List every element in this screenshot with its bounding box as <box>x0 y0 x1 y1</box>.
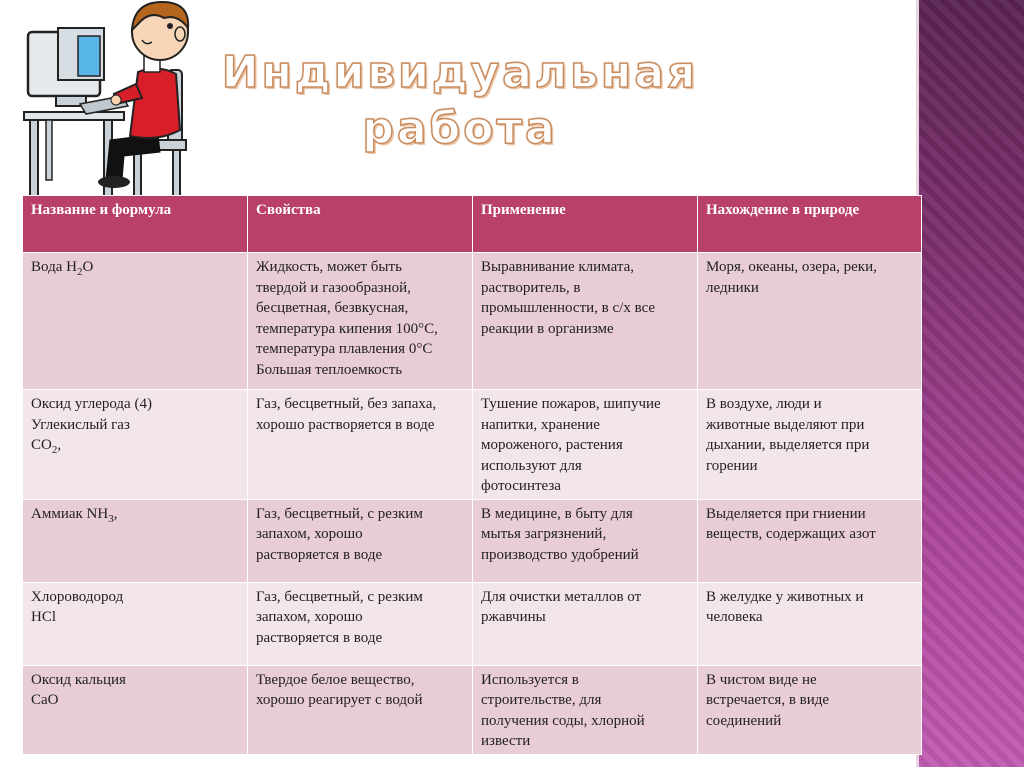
cell-properties: Твердое белое вещество, хорошо реагирует с водой <box>248 665 473 754</box>
slide-title <box>200 45 720 157</box>
cell-properties: Газ, бесцветный, без запаха, хорошо растворяется в воде <box>248 390 473 500</box>
cell-properties: Газ, бесцветный, с резким запахом, хорошо растворяется в воде <box>248 582 473 665</box>
cell-application: Тушение пожаров, шипучие напитки, хранение мороженого, растения используют для фотосинтеза <box>473 390 698 500</box>
substances-table <box>22 195 922 755</box>
cell-name: Аммиак $NH_3$, <box>23 499 248 582</box>
cell-application: Выравнивание климата, растворитель, в промышленности, в с/х все реакции в организме <box>473 253 698 390</box>
cell-properties: Газ, бесцветный, с резким запахом, хорошо растворяется в воде <box>248 499 473 582</box>
table-row-hcl <box>23 582 922 665</box>
cell-nature: Моря, океаны, озера, реки, ледники <box>698 253 922 390</box>
cell-name: Вода $H_2O$ <box>23 253 248 390</box>
table-row-co2 <box>23 390 922 500</box>
table-row-water <box>23 253 922 390</box>
header-properties: Свойства <box>248 196 473 253</box>
table-row-cao <box>23 665 922 754</box>
table-row-ammonia <box>23 499 922 582</box>
slide-title-line2: работа <box>362 103 558 154</box>
header-nature: Нахождение в природе <box>698 196 922 253</box>
header-name-formula: Название и формула <box>23 196 248 253</box>
header-application: Применение <box>473 196 698 253</box>
cell-name: Оксид углерода (4) Углекислый газ $CO_2$, <box>23 390 248 500</box>
cell-nature: Выделяется при гниении веществ, содержащих азот <box>698 499 922 582</box>
cell-nature: В чистом виде не встречается, в виде соединений <box>698 665 922 754</box>
slide-title-line1: Индивидуальная <box>221 47 699 98</box>
cell-application: Используется в строительстве, для получения соды, хлорной извести <box>473 665 698 754</box>
decorative-side-band <box>916 0 1024 767</box>
table-header-row <box>23 196 922 253</box>
cell-name: Хлороводород HCl <box>23 582 248 665</box>
cell-application: Для очистки металлов от ржавчины <box>473 582 698 665</box>
boy-at-computer-illustration <box>18 0 208 200</box>
cell-nature: В желудке у животных и человека <box>698 582 922 665</box>
cell-properties: Жидкость, может быть твердой и газообразной, бесцветная, безвкусная, температура кипения 100°С, температура плавления 0°С Большая теплоемкость <box>248 253 473 390</box>
cell-name: Оксид кальция CaO <box>23 665 248 754</box>
cell-nature: В воздухе, люди и животные выделяют при дыхании, выделяется при горении <box>698 390 922 500</box>
cell-application: В медицине, в быту для мытья загрязнений, производство удобрений <box>473 499 698 582</box>
